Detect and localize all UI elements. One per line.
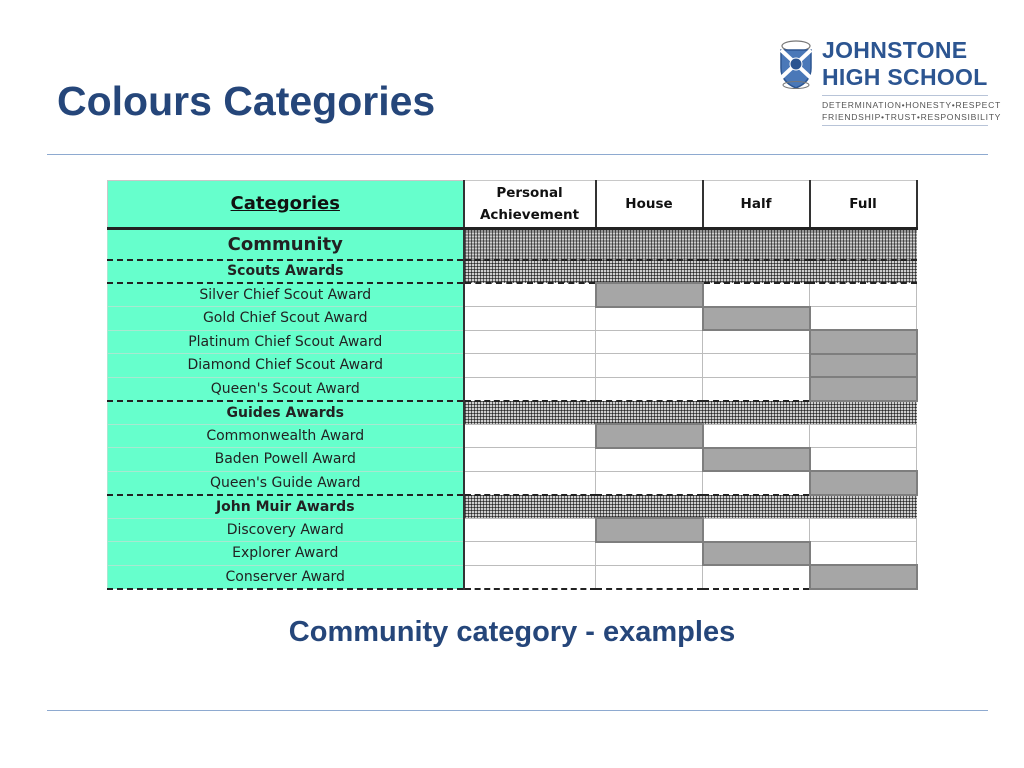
cell-half (703, 377, 810, 401)
cell-house (596, 330, 703, 354)
award-name: Explorer Award (108, 542, 464, 566)
cell-full (810, 518, 917, 542)
scouts-awards-heading: Scouts Awards (108, 260, 464, 284)
cell-house (596, 542, 703, 566)
cell-full (810, 424, 917, 448)
hatched-cell (464, 260, 917, 284)
cell-half (703, 330, 810, 354)
cell-half (703, 354, 810, 378)
school-logo (776, 37, 1002, 130)
award-name: Conserver Award (108, 565, 464, 589)
cell-full-filled (810, 565, 917, 589)
cell-half (703, 565, 810, 589)
table-row (108, 565, 917, 589)
table-row (108, 471, 917, 495)
header-house: House (596, 181, 703, 229)
cell-house (596, 377, 703, 401)
muir-subheading-row (108, 495, 917, 519)
cell-full-filled (810, 354, 917, 378)
header-personal-achievement (464, 181, 596, 229)
table-row (108, 424, 917, 448)
slide-caption: Community category - examples (288, 616, 736, 648)
table-row (108, 307, 917, 331)
award-name: Gold Chief Scout Award (108, 307, 464, 331)
cell-full-filled (810, 377, 917, 401)
cell-house (596, 354, 703, 378)
cell-half (703, 283, 810, 307)
header-full: Full (810, 181, 917, 229)
community-heading: Community (108, 229, 464, 260)
cell-half-filled (703, 307, 810, 331)
cell-full-filled (810, 471, 917, 495)
cell-full (810, 542, 917, 566)
table-row (108, 518, 917, 542)
school-crest-icon (776, 38, 816, 90)
award-name: Platinum Chief Scout Award (108, 330, 464, 354)
header-personal-line2: Achievement (479, 207, 580, 223)
slide-title: Colours Categories (57, 78, 436, 124)
table-row (108, 448, 917, 472)
cell-full (810, 307, 917, 331)
cell-full-filled (810, 330, 917, 354)
cell-half (703, 471, 810, 495)
cell-personal (464, 330, 596, 354)
logo-divider-bottom (822, 125, 988, 126)
hatched-cell (464, 229, 917, 260)
bottom-divider (47, 710, 988, 711)
cell-house (596, 448, 703, 472)
award-name: Queen's Scout Award (108, 377, 464, 401)
cell-house-filled (596, 518, 703, 542)
cell-house-filled (596, 424, 703, 448)
cell-personal (464, 424, 596, 448)
cell-full (810, 283, 917, 307)
cell-house (596, 471, 703, 495)
john-muir-awards-heading: John Muir Awards (108, 495, 464, 519)
logo-motto-line1: DETERMINATION•HONESTY•RESPECT (822, 100, 1001, 110)
cell-personal (464, 283, 596, 307)
scouts-subheading-row (108, 260, 917, 284)
cell-personal (464, 377, 596, 401)
colours-award-table (107, 180, 918, 590)
cell-personal (464, 354, 596, 378)
header-half: Half (703, 181, 810, 229)
logo-motto-line2: FRIENDSHIP•TRUST•RESPONSIBILITY (822, 112, 1002, 122)
cell-personal (464, 448, 596, 472)
cell-house (596, 565, 703, 589)
table-header-row (108, 181, 917, 229)
header-categories: Categories (108, 181, 464, 229)
table-row (108, 542, 917, 566)
cell-full (810, 448, 917, 472)
award-name: Baden Powell Award (108, 448, 464, 472)
award-name: Silver Chief Scout Award (108, 283, 464, 307)
cell-half (703, 424, 810, 448)
award-name: Queen's Guide Award (108, 471, 464, 495)
logo-school-name-line2: HIGH SCHOOL (822, 64, 988, 90)
hatched-cell (464, 495, 917, 519)
award-name: Commonwealth Award (108, 424, 464, 448)
cell-house (596, 307, 703, 331)
award-name: Discovery Award (108, 518, 464, 542)
community-heading-row (108, 229, 917, 260)
table-row (108, 330, 917, 354)
header-personal-line1: Personal (496, 185, 563, 201)
award-name: Diamond Chief Scout Award (108, 354, 464, 378)
logo-school-name-line1: JOHNSTONE (822, 37, 968, 63)
cell-personal (464, 471, 596, 495)
hatched-cell (464, 401, 917, 425)
table-row (108, 354, 917, 378)
cell-house-filled (596, 283, 703, 307)
guides-subheading-row (108, 401, 917, 425)
cell-half-filled (703, 448, 810, 472)
cell-half-filled (703, 542, 810, 566)
guides-awards-heading: Guides Awards (108, 401, 464, 425)
top-divider (47, 154, 988, 155)
logo-divider (822, 95, 988, 96)
cell-personal (464, 518, 596, 542)
cell-personal (464, 307, 596, 331)
table-row (108, 283, 917, 307)
table-row (108, 377, 917, 401)
cell-personal (464, 565, 596, 589)
cell-half (703, 518, 810, 542)
cell-personal (464, 542, 596, 566)
